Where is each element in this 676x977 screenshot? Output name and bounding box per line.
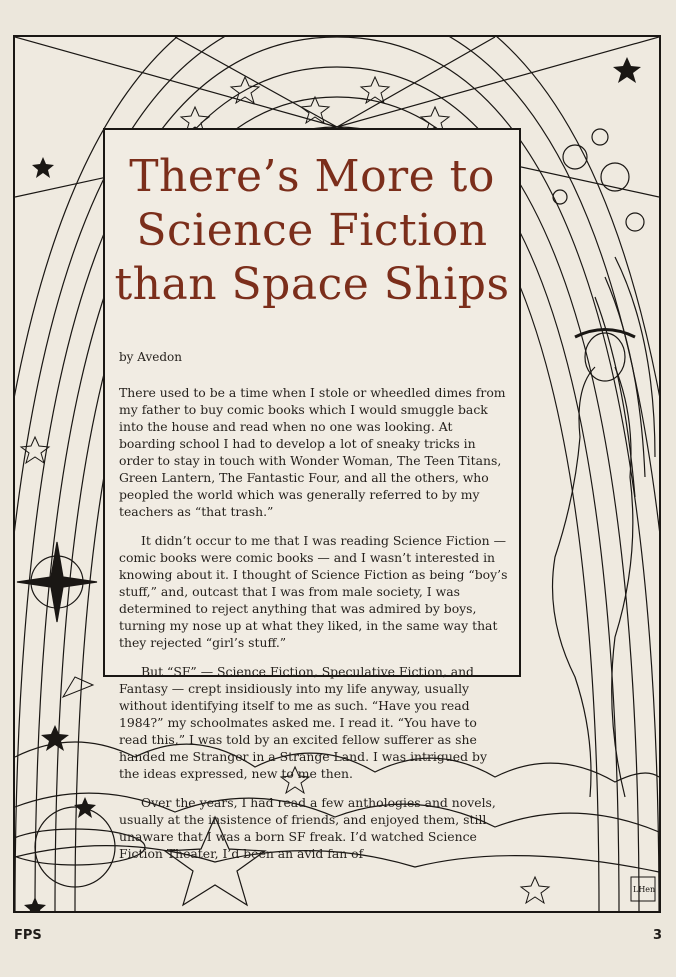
paragraph-2: It didn’t occur to me that I was reading Science Fiction — comic books were comic books — and I wasn’t interested in knowing about it. I thought of Science Fiction as being “boy’s stuff,” and, outcast that I was from male society, I was determined to reject anything that was admired by boys, turning my nose up at what they liked, in the same way that they rejected “girl’s stuff.” xyxy=(119,533,508,650)
publication-name: FPS xyxy=(14,928,42,943)
title-line-3: than Space Ships xyxy=(114,259,510,310)
paragraph-1: There used to be a time when I stole or wheedled dimes from my father to buy comic books which I would smuggle back into the house and read when no one was looking. At boarding school I had to develop a lot of sneaky tricks in order to stay in touch with Wonder Woman, The Teen Titans, Green Lantern, The Fantastic Four, and all the others, who peopled the world which was generally referred to by my teachers as “that trash.” xyxy=(119,385,506,519)
artist-signature: LHen xyxy=(633,885,656,894)
paragraph-4: Over the years, I had read a few anthologies and novels, usually at the insistence of friends, and enjoyed them, still unaware that I was a born SF freak. I’d watched Science Fiction Theater, I’d been an avid fan of xyxy=(119,795,496,861)
title-line-2: Science Fiction xyxy=(136,205,488,256)
article-title xyxy=(105,150,519,312)
paragraph-3: But “SF” — Science Fiction, Speculative Fiction, and Fantasy — crept insidiously into my life anyway, usually without identifying itself to me as such. “Have you read 1984?” my schoolmates asked me. I read it. “You have to read this,” I was told by an excited fellow sufferer as she handed me Stranger in a Strange Land. I was intrigued by the ideas expressed, new to me then. xyxy=(119,664,487,781)
title-line-1: There’s More to xyxy=(129,151,495,202)
page-number: 3 xyxy=(652,928,662,943)
article-body xyxy=(119,384,509,874)
byline: by Avedon xyxy=(119,350,182,364)
